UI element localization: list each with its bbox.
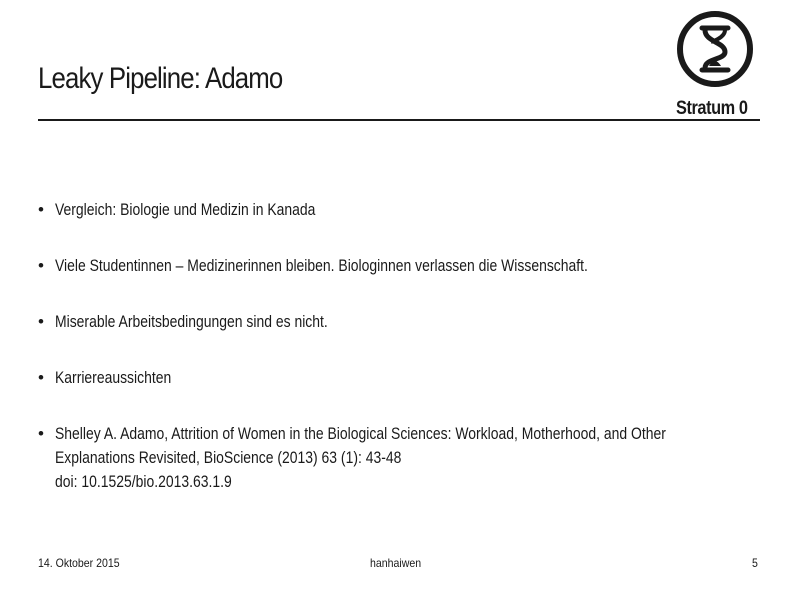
slide-title: Leaky Pipeline: Adamo	[38, 62, 283, 95]
bullet-line: Karriereaussichten	[55, 368, 172, 387]
hourglass-icon	[676, 10, 754, 92]
bullet-line: Vergleich: Biologie und Medizin in Kanada	[55, 200, 316, 219]
title-divider	[38, 119, 760, 121]
logo-text: Stratum 0	[676, 98, 748, 119]
bullet-icon: •	[38, 424, 44, 443]
list-item	[38, 310, 758, 334]
bullet-line: doi: 10.1525/bio.2013.63.1.9	[55, 472, 232, 491]
bullet-line: Viele Studentinnen – Medizinerinnen bleiben. Biologinnen verlassen die Wissenschaft.	[55, 256, 588, 275]
bullet-line: Shelley A. Adamo, Attrition of Women in the Biological Sciences: Workload, Motherhood, and Other	[55, 424, 666, 443]
bullet-icon: •	[38, 256, 44, 275]
bullet-icon: •	[38, 312, 44, 331]
list-item	[38, 366, 758, 390]
list-item	[38, 254, 758, 278]
bullet-list	[38, 198, 758, 526]
bullet-line: Explanations Revisited, BioScience (2013) 63 (1): 43-48	[55, 448, 402, 467]
bullet-icon: •	[38, 368, 44, 387]
bullet-line: Miserable Arbeitsbedingungen sind es nicht.	[55, 312, 328, 331]
list-item	[38, 198, 758, 222]
bullet-icon: •	[38, 200, 44, 219]
stratum0-logo	[670, 10, 760, 120]
footer-author: hanhaiwen	[370, 556, 422, 570]
footer-date: 14. Oktober 2015	[38, 556, 120, 570]
list-item	[38, 422, 758, 494]
page-number: 5	[752, 556, 758, 570]
